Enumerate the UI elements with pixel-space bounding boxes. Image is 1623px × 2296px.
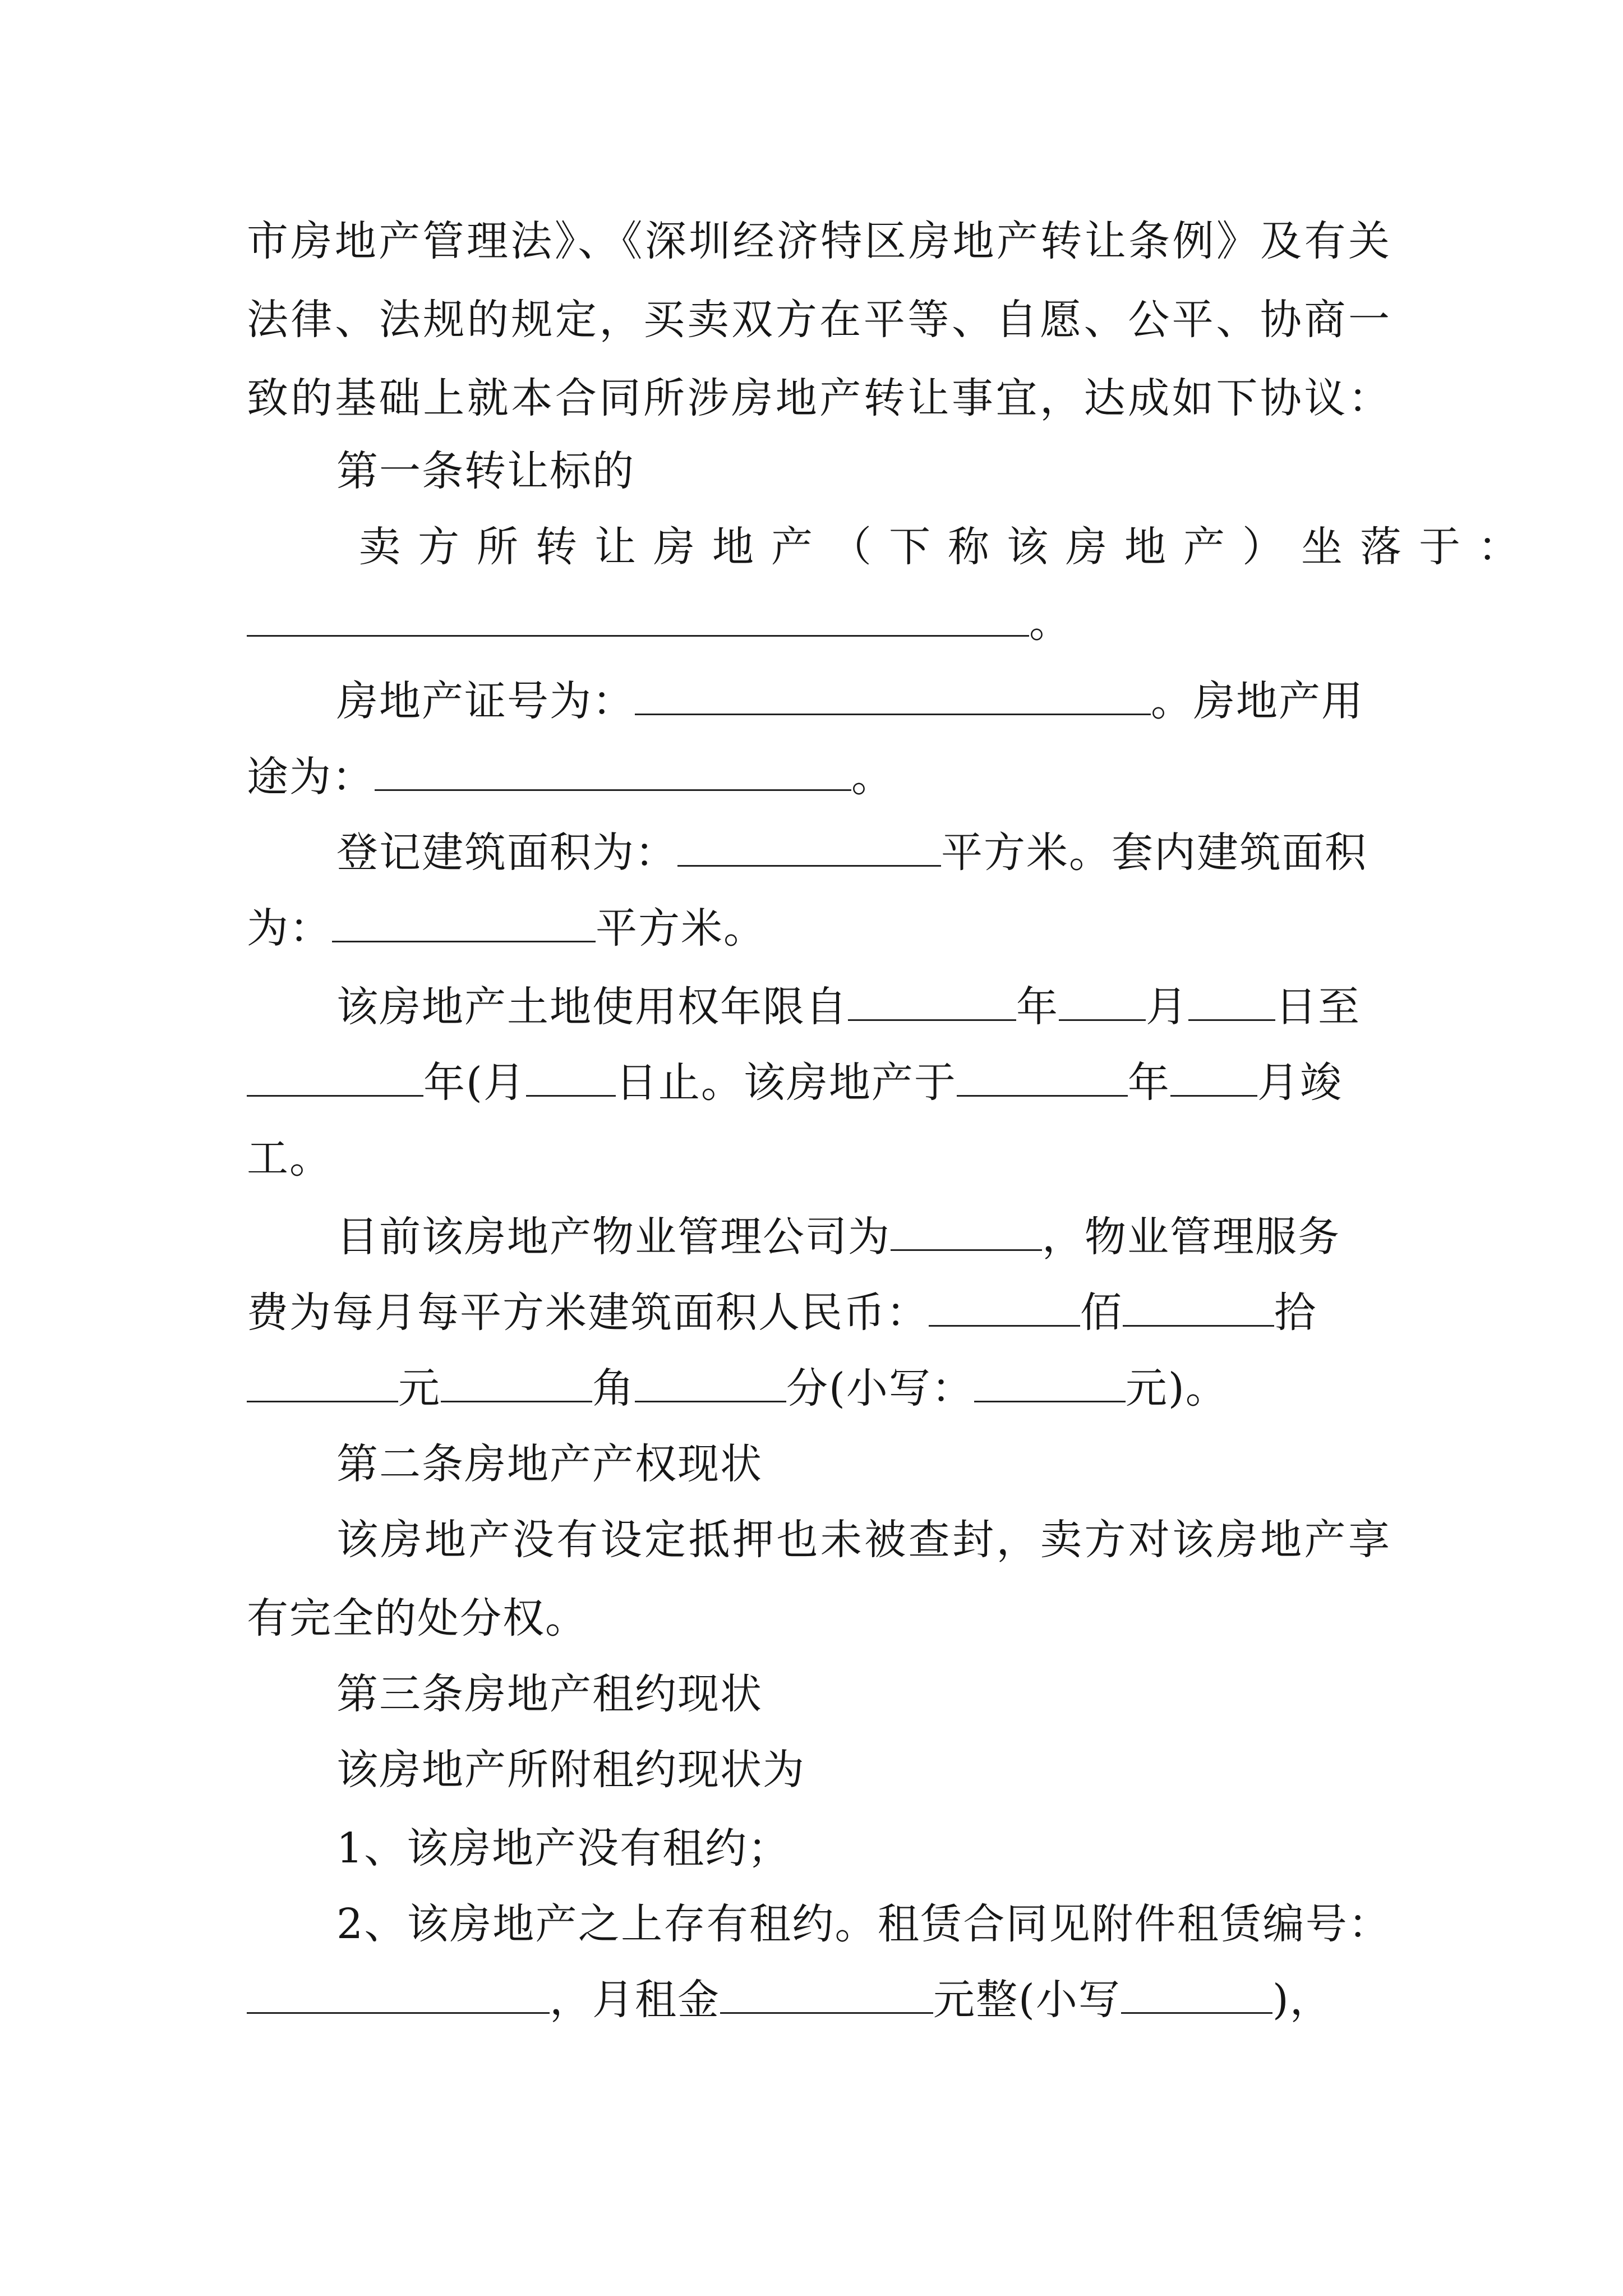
line-text: 为：: [247, 904, 332, 953]
completion-year-blank: [957, 1058, 1128, 1097]
fee-hundreds-blank: [929, 1288, 1080, 1327]
paragraph-line: 市房地产管理法》、《深圳经济特区房地产转让条例》及有关: [247, 217, 1391, 265]
paragraph-line: [336, 1209, 1391, 1265]
start-day-blank: [1188, 982, 1275, 1021]
paragraph-line: 该房地产没有设定抵押也未被查封，卖方对该房地产享: [336, 1516, 1391, 1564]
line-text: 佰: [1080, 1289, 1123, 1337]
line-text: 平方米。: [596, 904, 766, 953]
article-heading: 第一条转让标的: [336, 447, 635, 495]
list-item: 1、该房地产没有租约；: [336, 1824, 791, 1872]
line-text: 途为：: [247, 753, 375, 801]
line-text: 元)。: [1125, 1364, 1228, 1412]
line-text: 日至: [1275, 983, 1361, 1031]
paragraph-line: [247, 1972, 1391, 2028]
list-item: 2、该房地产之上存有租约。租赁合同见附件租赁编号：: [336, 1900, 1391, 1948]
paragraph-line: [336, 673, 1391, 729]
line-text: 日止。该房地产于: [615, 1059, 957, 1107]
line-text: 费为每月每平方米建筑面积人民币：: [247, 1289, 929, 1337]
line-text: 月: [1146, 983, 1188, 1031]
line-text: 平方米。套内建筑面积: [941, 829, 1367, 877]
lease-number-blank: [247, 1975, 550, 2014]
line-text: 年(月: [423, 1059, 526, 1107]
monthly-rent-blank: [720, 1975, 933, 2014]
line-text: 。: [851, 753, 894, 801]
property-management-company-blank: [891, 1212, 1042, 1251]
line-text: 拾: [1274, 1289, 1317, 1337]
paragraph-line: [336, 825, 1391, 881]
line-text: 角: [592, 1364, 635, 1412]
fee-fen-blank: [635, 1364, 786, 1402]
line-text: 。: [1029, 599, 1072, 647]
certificate-number-blank: [635, 677, 1151, 715]
paragraph-line: [359, 519, 1537, 575]
end-day-blank: [526, 1058, 616, 1097]
paragraph-line: [247, 595, 1391, 651]
paragraph-line: [247, 749, 1391, 805]
line-text: 登记建筑面积为：: [336, 829, 677, 877]
fee-yuan-blank: [247, 1364, 398, 1402]
line-text: 房地产证号为：: [336, 677, 635, 725]
line-text: 该房地产土地使用权年限自: [336, 983, 848, 1031]
paragraph-line: 法律、法规的规定，买卖双方在平等、自愿、公平、协商一: [247, 296, 1391, 344]
usage-blank: [375, 752, 851, 791]
article-heading: 第三条房地产租约现状: [336, 1670, 763, 1718]
location-blank: [247, 598, 1029, 637]
paragraph-line: 工。: [247, 1134, 332, 1182]
fee-jiao-blank: [441, 1364, 592, 1402]
line-text: ，物业管理服务: [1042, 1213, 1340, 1261]
line-text: 目前该房地产物业管理公司为: [336, 1213, 891, 1261]
paragraph-line: 致的基础上就本合同所涉房地产转让事宜，达成如下协议：: [247, 374, 1391, 422]
inner-area-blank: [332, 904, 596, 942]
fee-tens-blank: [1123, 1288, 1274, 1327]
paragraph-line: [336, 979, 1391, 1035]
start-year-blank: [848, 982, 1016, 1021]
paragraph-line: [247, 900, 1391, 956]
line-text: 月竣: [1257, 1059, 1343, 1107]
paragraph-line: [247, 1285, 1391, 1341]
completion-month-blank: [1170, 1058, 1257, 1097]
start-month-blank: [1059, 982, 1146, 1021]
line-text: 分(小写：: [786, 1364, 974, 1412]
location-label: 卖方所转让房地产（下称该房地产）坐落于：: [359, 523, 1537, 571]
line-text: 。房地产用: [1151, 677, 1364, 725]
article-heading: 第二条房地产产权现状: [336, 1440, 763, 1488]
line-text: ，月租金: [550, 1976, 720, 2024]
fee-numeric-blank: [974, 1364, 1126, 1402]
monthly-rent-numeric-blank: [1121, 1975, 1272, 2014]
line-text: )，: [1272, 1976, 1332, 2024]
end-year-blank: [247, 1058, 423, 1097]
paragraph-line: 该房地产所附租约现状为: [336, 1746, 805, 1794]
line-text: 年: [1127, 1059, 1170, 1107]
paragraph-line: [247, 1055, 1391, 1111]
line-text: 元整(小写: [933, 1976, 1121, 2024]
line-text: 年: [1016, 983, 1059, 1031]
paragraph-line: [247, 1360, 1391, 1416]
registered-area-blank: [677, 828, 941, 867]
paragraph-line: 有完全的处分权。: [247, 1594, 588, 1642]
line-text: 元: [398, 1364, 441, 1412]
